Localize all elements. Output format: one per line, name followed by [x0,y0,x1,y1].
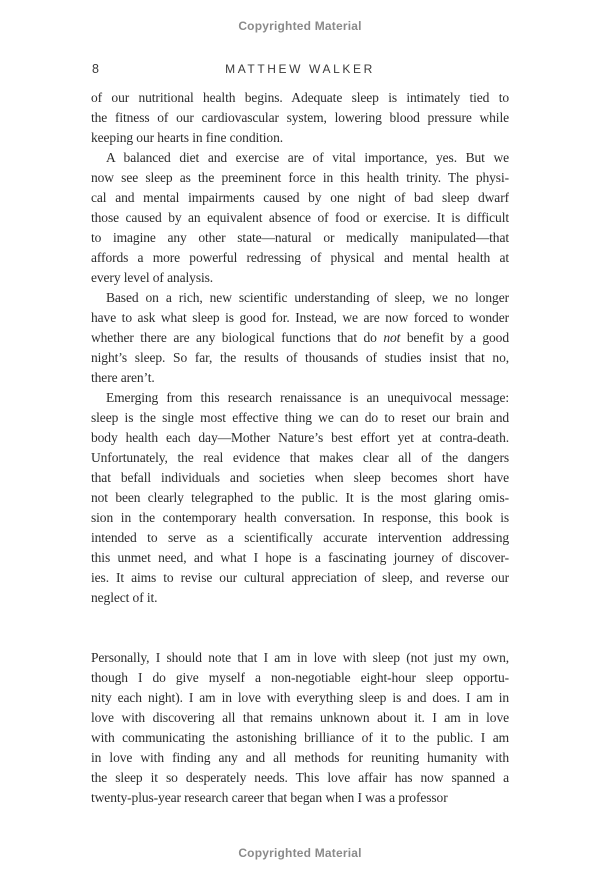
body-line: the fitness of our cardiovascular system, lowering blood pressure while [91,110,509,125]
body-line: to imagine any other state—natural or medically manipulated—that [91,230,509,245]
body-line: love with discovering all that remains unknown about it. I am in love [91,710,509,725]
body-line: Unfortunately, the real evidence that makes clear all of the dangers [91,450,509,465]
page-number: 8 [92,62,100,76]
body-line: with communicating the astonishing brilliance of it to the public. I am [91,730,509,745]
body-line: of our nutritional health begins. Adequate sleep is intimately tied to [91,90,509,105]
body-line: ies. It aims to revise our cultural appreciation of sleep, and reverse our [91,570,509,585]
body-line: cal and mental impairments caused by one night of bad sleep dwarf [91,190,509,205]
body-line: intended to serve as a scientifically accurate intervention addressing [91,530,509,545]
body-line: the sleep it so desperately needs. This love affair has now spanned a [91,770,509,785]
copyright-notice-top: Copyrighted Material [238,19,362,33]
copyright-notice-bottom: Copyrighted Material [238,846,362,860]
body-line: in love with finding any and all methods for reuniting humanity with [91,750,509,765]
body-line: neglect of it. [91,590,158,605]
body-line: there aren’t. [91,370,155,385]
body-line: this unmet need, and what I hope is a fascinating journey of discover- [91,550,509,565]
body-line: keeping our hearts in fine condition. [91,130,283,145]
body-line: whether there are any biological functions that do not benefit by a good [91,330,509,345]
body-line: Based on a rich, new scientific understanding of sleep, we no longer [106,290,509,305]
body-line: affords a more powerful redressing of physical and mental health at [91,250,509,265]
page-header [91,62,509,77]
body-line: now see sleep as the preeminent force in this health trinity. The physi- [91,170,509,185]
body-line: body health each day—Mother Nature’s best effort yet at contra-death. [91,430,509,445]
body-line: not been clearly telegraphed to the public. It is the most glaring omis- [91,490,509,505]
body-line: every level of analysis. [91,270,214,285]
body-line: Emerging from this research renaissance is an unequivocal message: [106,390,509,405]
body-line: A balanced diet and exercise are of vital importance, yes. But we [106,150,509,165]
italic-text: not [383,330,401,345]
body-line: sion in the contemporary health conversation. In response, this book is [91,510,509,525]
body-text [91,88,509,808]
body-line: nity each night). I am in love with everything sleep is and does. I am in [91,690,509,705]
body-line: have to ask what sleep is good for. Instead, we are now forced to wonder [91,310,509,325]
body-line: twenty-plus-year research career that began when I was a professor [91,790,448,805]
body-line: those caused by an equivalent absence of food or exercise. It is difficult [91,210,509,225]
body-line: that befall individuals and societies when sleep becomes short have [91,470,509,485]
body-line: though I do give myself a non-negotiable eight-hour sleep opportu- [91,670,509,685]
body-line: Personally, I should note that I am in love with sleep (not just my own, [91,650,509,665]
section-break [91,608,509,648]
body-line: night’s sleep. So far, the results of thousands of studies insist that no, [91,350,509,365]
running-head-author: MATTHEW WALKER [225,62,375,76]
body-line: sleep is the single most effective thing we can do to reset our brain and [91,410,509,425]
